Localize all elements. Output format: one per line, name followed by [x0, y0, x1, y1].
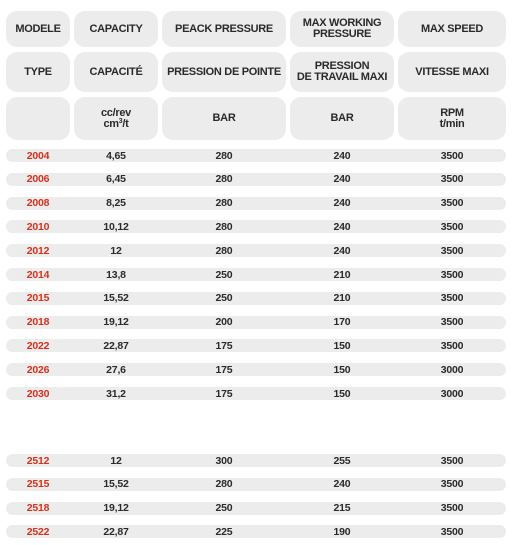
- cell-peak: 280: [215, 197, 233, 210]
- header-pression-line1: PRESSION: [314, 60, 370, 72]
- cell-capacity: 12: [110, 244, 122, 257]
- units-speed-line2: t/min: [439, 117, 465, 130]
- cell-type: 2008: [26, 197, 50, 210]
- units-working: BAR: [290, 97, 394, 140]
- cell-peak: 200: [215, 316, 233, 329]
- header-max-speed: MAX SPEED: [398, 11, 506, 47]
- header-type: TYPE: [6, 52, 70, 92]
- cell-working: 240: [333, 149, 351, 162]
- units-speed: [398, 97, 506, 140]
- cell-working: 210: [333, 268, 351, 281]
- cell-peak: 280: [215, 220, 233, 233]
- cell-capacity: 27,6: [106, 363, 126, 376]
- cell-speed: 3500: [440, 454, 464, 467]
- header-pression-line2: DE TRAVAIL MAXI: [296, 71, 388, 83]
- cell-capacity: 12: [110, 454, 122, 467]
- cell-speed: 3500: [440, 478, 464, 491]
- cell-speed: 3500: [440, 525, 464, 538]
- cell-capacity: 22,87: [103, 525, 129, 538]
- cell-type: 2010: [26, 220, 50, 233]
- units-capacity-per-turn: /t: [122, 117, 129, 130]
- cell-speed: 3500: [440, 339, 464, 352]
- cell-capacity: 22,87: [103, 339, 129, 352]
- cell-working: 240: [333, 197, 351, 210]
- cell-capacity: 19,12: [103, 502, 129, 515]
- cell-working: 240: [333, 478, 351, 491]
- cell-speed: 3500: [440, 197, 464, 210]
- cell-capacity: 8,25: [106, 197, 126, 210]
- cell-speed: 3500: [440, 292, 464, 305]
- header-max-working-line1: MAX WORKING: [302, 17, 382, 29]
- cell-peak: 300: [215, 454, 233, 467]
- header-max-working-pressure: [290, 11, 394, 47]
- cell-type: 2006: [26, 173, 50, 186]
- header-capacite: CAPACITÉ: [74, 52, 158, 92]
- units-capacity-line2: [103, 119, 128, 130]
- units-speed-line1: RPM: [440, 106, 464, 119]
- header-pression-de-travail: [290, 52, 394, 92]
- header-vitesse-maxi: VITESSE MAXI: [398, 52, 506, 92]
- cell-peak: 280: [215, 173, 233, 186]
- cell-working: 240: [333, 220, 351, 233]
- units-capacity-exp: 3: [118, 117, 123, 125]
- header-max-working-line2: PRESSURE: [312, 28, 372, 40]
- cell-speed: 3500: [440, 268, 464, 281]
- cell-speed: 3500: [440, 316, 464, 329]
- cell-type: 2015: [26, 292, 50, 305]
- cell-working: 210: [333, 292, 351, 305]
- cell-speed: 3500: [440, 502, 464, 515]
- cell-working: 215: [333, 502, 351, 515]
- cell-working: 170: [333, 316, 351, 329]
- cell-type: 2030: [26, 387, 50, 400]
- cell-peak: 280: [215, 478, 233, 491]
- cell-capacity: 4,65: [106, 149, 126, 162]
- cell-type: 2012: [26, 244, 50, 257]
- cell-type: 2004: [26, 149, 50, 162]
- header-pression-de-pointe: PRESSION DE POINTE: [162, 52, 286, 92]
- cell-peak: 175: [215, 387, 233, 400]
- cell-type: 2014: [26, 268, 50, 281]
- cell-capacity: 31,2: [106, 387, 126, 400]
- cell-speed: 3000: [440, 387, 464, 400]
- header-peak-pressure: PEACK PRESSURE: [162, 11, 286, 47]
- cell-speed: 3500: [440, 220, 464, 233]
- cell-peak: 280: [215, 149, 233, 162]
- cell-speed: 3500: [440, 173, 464, 186]
- cell-working: 240: [333, 244, 351, 257]
- cell-speed: 3500: [440, 149, 464, 162]
- cell-capacity: 10,12: [103, 220, 129, 233]
- units-type-blank: [6, 97, 70, 140]
- cell-capacity: 6,45: [106, 173, 126, 186]
- units-peak: BAR: [162, 97, 286, 140]
- cell-capacity: 19,12: [103, 316, 129, 329]
- units-capacity-cm: cm: [103, 117, 119, 130]
- cell-type: 2522: [26, 525, 50, 538]
- cell-peak: 250: [215, 292, 233, 305]
- cell-capacity: 15,52: [103, 478, 129, 491]
- cell-type: 2515: [26, 478, 50, 491]
- cell-type: 2018: [26, 316, 50, 329]
- cell-peak: 175: [215, 339, 233, 352]
- cell-type: 2022: [26, 339, 50, 352]
- units-capacity-line1: cc/rev: [100, 106, 131, 119]
- cell-working: 150: [333, 387, 351, 400]
- cell-peak: 250: [215, 502, 233, 515]
- cell-working: 255: [333, 454, 351, 467]
- cell-speed: 3500: [440, 244, 464, 257]
- cell-peak: 250: [215, 268, 233, 281]
- cell-working: 150: [333, 363, 351, 376]
- cell-peak: 225: [215, 525, 233, 538]
- cell-working: 190: [333, 525, 351, 538]
- cell-type: 2512: [26, 454, 50, 467]
- cell-type: 2518: [26, 502, 50, 515]
- cell-capacity: 13,8: [106, 268, 126, 281]
- cell-capacity: 15,52: [103, 292, 129, 305]
- cell-working: 150: [333, 339, 351, 352]
- cell-type: 2026: [26, 363, 50, 376]
- cell-working: 240: [333, 173, 351, 186]
- header-modele: MODELE: [6, 11, 70, 47]
- header-capacity: CAPACITY: [74, 11, 158, 47]
- cell-speed: 3000: [440, 363, 464, 376]
- cell-peak: 280: [215, 244, 233, 257]
- units-capacity: [74, 97, 158, 140]
- cell-peak: 175: [215, 363, 233, 376]
